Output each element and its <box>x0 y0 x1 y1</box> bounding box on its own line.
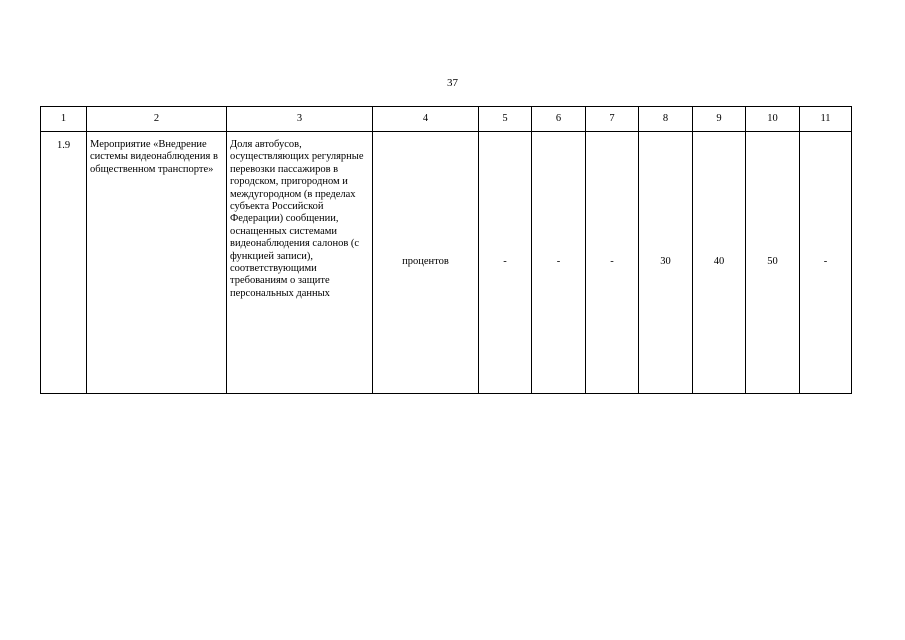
row-number-cell: 1.9 <box>41 132 87 394</box>
indicator-table <box>40 106 852 394</box>
value-cell-7: - <box>586 132 639 394</box>
column-header-1: 1 <box>41 107 87 132</box>
table-row <box>41 132 852 394</box>
value-cell-9: 40 <box>693 132 746 394</box>
indicator-description-cell: Доля автобусов, осуществляющих регулярные перевозки пассажиров в городском, пригородном и междугородном (в пределах субъекта Российской Федерации) сообщении, оснащенных системами видеонаблюдения салонов (с функцией записи), соответствующими требованиям о защите персональных данных <box>227 132 373 394</box>
header-row <box>41 107 852 132</box>
column-header-5: 5 <box>479 107 532 132</box>
column-header-2: 2 <box>87 107 227 132</box>
column-header-7: 7 <box>586 107 639 132</box>
column-header-8: 8 <box>639 107 693 132</box>
value-cell-11: - <box>800 132 852 394</box>
value-cell-8: 30 <box>639 132 693 394</box>
column-header-3: 3 <box>227 107 373 132</box>
page-number: 37 <box>447 77 458 89</box>
value-cell-5: - <box>479 132 532 394</box>
unit-cell: процентов <box>373 132 479 394</box>
column-header-9: 9 <box>693 107 746 132</box>
column-header-6: 6 <box>532 107 586 132</box>
event-name-cell: Мероприятие «Внедрение системы видеонаблюдения в общественном транспорте» <box>87 132 227 394</box>
column-header-10: 10 <box>746 107 800 132</box>
value-cell-6: - <box>532 132 586 394</box>
value-cell-10: 50 <box>746 132 800 394</box>
column-header-11: 11 <box>800 107 852 132</box>
column-header-4: 4 <box>373 107 479 132</box>
